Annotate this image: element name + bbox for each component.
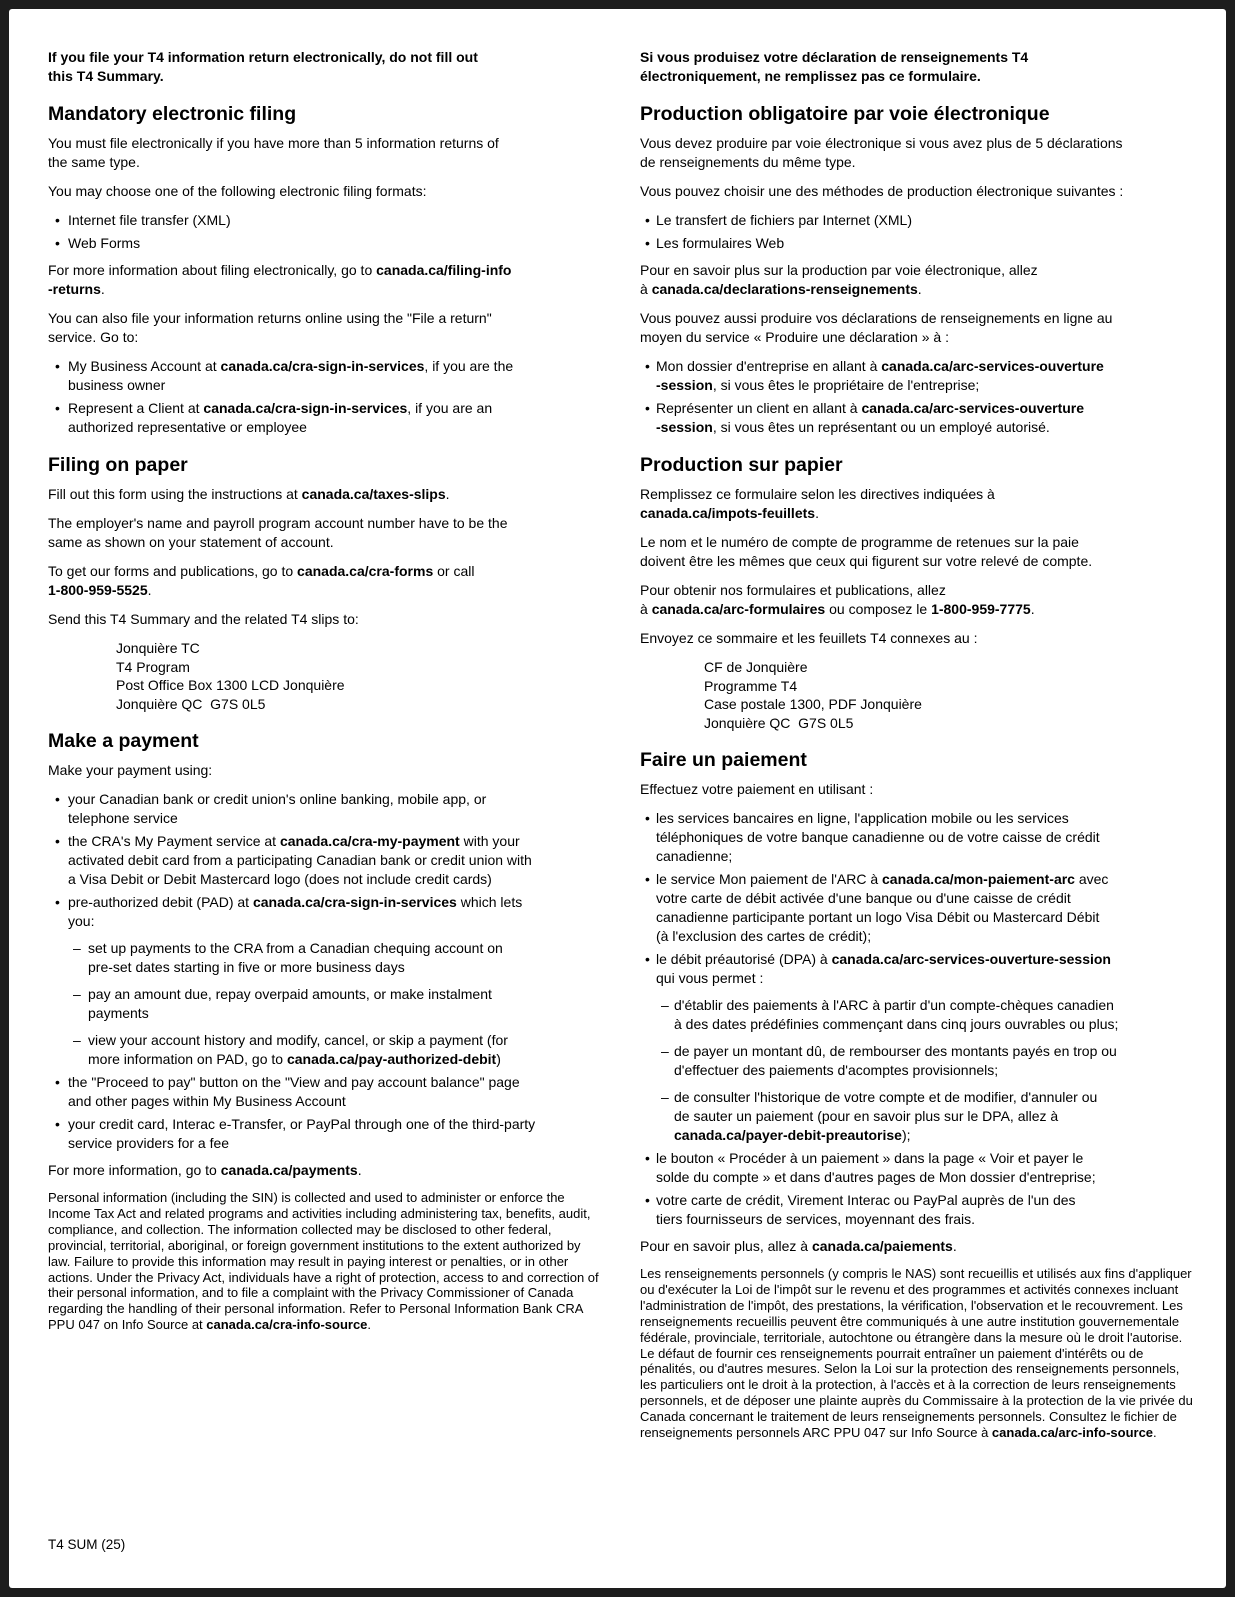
text-run: , if you are the bbox=[424, 358, 514, 374]
bullet-text bbox=[656, 234, 1196, 253]
bullet-item bbox=[48, 399, 600, 437]
bullet-text bbox=[68, 211, 600, 230]
text-run: avec bbox=[1074, 871, 1109, 887]
sub-bullet-text bbox=[88, 985, 600, 1023]
address-line: Post Office Box 1300 LCD Jonquière bbox=[116, 677, 345, 693]
bullet-icon: • bbox=[645, 810, 650, 826]
paragraph bbox=[640, 485, 1196, 523]
emphasis-text: canada.ca/payments bbox=[220, 1162, 358, 1178]
emphasis-text: If you file your T4 information return electronically, do not fill out bbox=[48, 49, 478, 65]
text-run: moyen du service « Produire une déclaration » à : bbox=[640, 329, 949, 345]
text-run: . bbox=[367, 1317, 372, 1333]
bullet-list bbox=[48, 211, 600, 253]
emphasis-text: électroniquement, ne remplissez pas ce formulaire. bbox=[640, 68, 981, 84]
emphasis-text: this T4 Summary. bbox=[48, 68, 164, 84]
text-run: . bbox=[357, 1162, 362, 1178]
emphasis-text: 1-800-959-5525 bbox=[48, 582, 148, 598]
text-run: set up payments to the CRA from a Canadian chequing account on bbox=[88, 940, 503, 956]
bullet-icon: • bbox=[645, 235, 650, 251]
text-run: You must file electronically if you have more than 5 information returns of bbox=[48, 135, 499, 151]
text-run: téléphoniques de votre banque canadienne ou de votre caisse de crédit bbox=[656, 829, 1100, 845]
emphasis-text: -session bbox=[656, 377, 713, 393]
sub-bullet-text bbox=[674, 996, 1196, 1034]
text-run: Send this T4 Summary and the related T4 slips to: bbox=[48, 611, 359, 627]
paragraph bbox=[48, 514, 600, 552]
paragraph bbox=[48, 610, 600, 629]
bullet-list bbox=[640, 357, 1196, 437]
text-run: My Business Account at bbox=[68, 358, 221, 374]
text-run: . bbox=[1153, 1425, 1157, 1441]
text-run: qui vous permet : bbox=[656, 970, 764, 986]
bullet-text bbox=[656, 1191, 1196, 1229]
text-run: For more information about filing electronically, go to bbox=[48, 262, 377, 278]
text-run: ); bbox=[901, 1127, 911, 1143]
text-run: de payer un montant dû, de rembourser des montants payés en trop ou bbox=[674, 1043, 1117, 1059]
paragraph bbox=[640, 134, 1196, 172]
paragraph bbox=[640, 629, 1196, 648]
bullet-text bbox=[68, 234, 600, 253]
text-run: Represent a Client at bbox=[68, 400, 204, 416]
column-french bbox=[640, 48, 1196, 1441]
bullet-icon: • bbox=[645, 358, 650, 374]
bullet-text bbox=[68, 357, 600, 395]
sub-bullet-item bbox=[68, 1031, 600, 1069]
column-english bbox=[48, 48, 600, 1441]
text-run: business owner bbox=[68, 377, 166, 393]
address-line: Jonquière QC G7S 0L5 bbox=[704, 714, 854, 731]
text-run: Le nom et le numéro de compte de programme de retenues sur la paie bbox=[640, 534, 1079, 550]
paragraph bbox=[48, 562, 600, 600]
bullet-item bbox=[48, 832, 600, 889]
bullet-item bbox=[640, 357, 1196, 395]
paragraph bbox=[48, 485, 600, 504]
columns-container bbox=[9, 9, 1226, 1441]
paragraph bbox=[640, 1237, 1196, 1256]
emphasis-text: canada.ca/mon-paiement-arc bbox=[882, 871, 1075, 887]
text-run: Web Forms bbox=[68, 235, 141, 251]
text-run: and other pages within My Business Account bbox=[68, 1093, 346, 1109]
sub-bullet-item bbox=[656, 1088, 1196, 1145]
emphasis-text: -session bbox=[656, 419, 713, 435]
emphasis-text: canada.ca/cra-sign-in-services bbox=[203, 400, 408, 416]
text-run: service. Go to: bbox=[48, 329, 139, 345]
sub-bullet-text bbox=[674, 1088, 1196, 1145]
bullet-item bbox=[48, 1115, 600, 1153]
text-run: pre-set dates starting in five or more business days bbox=[88, 959, 405, 975]
paragraph bbox=[48, 134, 600, 172]
address-line: CF de Jonquière bbox=[704, 659, 808, 675]
mailing-address bbox=[704, 658, 1196, 732]
intro-note bbox=[48, 48, 600, 86]
text-run: Internet file transfer (XML) bbox=[68, 212, 231, 228]
text-run: le bouton « Procéder à un paiement » dans la page « Voir et payer le bbox=[656, 1150, 1084, 1166]
text-run: Vous pouvez choisir une des méthodes de production électronique suivantes : bbox=[640, 183, 1124, 199]
sub-bullet-item bbox=[656, 1042, 1196, 1080]
emphasis-text: canada.ca/pay-authorized-debit bbox=[286, 1051, 497, 1067]
bullet-text bbox=[68, 790, 600, 828]
paragraph bbox=[48, 761, 600, 780]
text-run: . bbox=[952, 1238, 957, 1254]
mailing-address bbox=[116, 639, 600, 713]
bullet-icon: • bbox=[645, 871, 650, 887]
text-run: à bbox=[640, 281, 652, 297]
text-run: authorized representative or employee bbox=[68, 419, 307, 435]
bullet-item bbox=[640, 870, 1196, 946]
address-line: Jonquière QC G7S 0L5 bbox=[116, 695, 266, 712]
bullet-item bbox=[640, 809, 1196, 866]
bullet-text bbox=[68, 832, 600, 889]
text-run: . bbox=[100, 281, 105, 297]
paragraph bbox=[48, 1161, 600, 1180]
text-run: Vous devez produire par voie électronique si vous avez plus de 5 déclarations bbox=[640, 135, 1123, 151]
text-run: which lets bbox=[456, 894, 523, 910]
emphasis-text: canada.ca/cra-forms bbox=[297, 563, 434, 579]
text-run: Les formulaires Web bbox=[656, 235, 785, 251]
text-run: payments bbox=[88, 1005, 149, 1021]
text-run: For more information, go to bbox=[48, 1162, 221, 1178]
dash-icon: – bbox=[661, 1089, 669, 1105]
emphasis-text: canada.ca/paiements bbox=[811, 1238, 953, 1254]
text-run: your Canadian bank or credit union's online banking, mobile app, or bbox=[68, 791, 487, 807]
bullet-icon: • bbox=[55, 235, 60, 251]
bullet-icon: • bbox=[55, 1116, 60, 1132]
text-run: activated debit card from a participating Canadian bank or credit union with bbox=[68, 852, 532, 868]
text-run: les services bancaires en ligne, l'application mobile ou les services bbox=[656, 810, 1069, 826]
bullet-item bbox=[640, 211, 1196, 230]
emphasis-text: canada.ca/filing-info bbox=[376, 262, 512, 278]
paragraph bbox=[48, 309, 600, 347]
bullet-icon: • bbox=[55, 358, 60, 374]
bullet-item bbox=[640, 399, 1196, 437]
text-run: a Visa Debit or Debit Mastercard logo (does not include credit cards) bbox=[68, 871, 492, 887]
text-run: à des dates prédéfinies commençant dans cinq jours ouvrables ou plus; bbox=[674, 1016, 1119, 1032]
bullet-item bbox=[640, 1191, 1196, 1229]
text-run: canadienne; bbox=[656, 848, 733, 864]
text-run: . bbox=[1030, 601, 1035, 617]
text-run: le service Mon paiement de l'ARC à bbox=[656, 871, 882, 887]
text-run: . bbox=[147, 582, 152, 598]
dash-icon: – bbox=[73, 986, 81, 1002]
emphasis-text: Si vous produisez votre déclaration de renseignements T4 bbox=[640, 49, 1029, 65]
text-run: your credit card, Interac e-Transfer, or PayPal through one of the third-party bbox=[68, 1116, 536, 1132]
text-run: the "Proceed to pay" button on the "View and pay account balance" page bbox=[68, 1074, 520, 1090]
text-run: Les renseignements personnels (y compris le NAS) sont recueillis et utilisés aux fins d'appliquer ou d'exécuter la Loi de l'impôt sur le revenu et des programmes et activités connexes incluant l'administration de l'impôt, des prestations, la vérification, l'observation et le recouvrement. Les renseignements recueillis peuvent être communiqués à une autre institution gouvernementale fédérale, provinciale, territoriale, autochtone ou étrangère dans la mesure où le droit l'autorise. Le défaut de fournir ces renseignements pourrait entraîner un paiement d'intérêts ou de pénalités, ou d'autres mesures. Selon la Loi sur la protection des renseignements personnels, les particuliers ont le droit à la protection, à l'accès et à la correction de leurs renseignements personnels, et de déposer une plainte auprès du Commissaire à la protection de la vie privée du Canada concernant le traitement de leurs renseignements personnels. Consultez le fichier de renseignements personnels ARC PPU 047 sur Info Source à bbox=[640, 1266, 1193, 1441]
text-run: Le transfert de fichiers par Internet (XML) bbox=[656, 212, 912, 228]
emphasis-text: 1-800-959-7775 bbox=[931, 601, 1031, 617]
bullet-icon: • bbox=[55, 212, 60, 228]
bullet-item bbox=[48, 211, 600, 230]
text-run: the CRA's My Payment service at bbox=[68, 833, 280, 849]
text-run: solde du compte » et dans d'autres pages de Mon dossier d'entreprise; bbox=[656, 1169, 1096, 1185]
text-run: , if you are an bbox=[407, 400, 493, 416]
text-run: d'établir des paiements à l'ARC à partir d'un compte-chèques canadien bbox=[674, 997, 1114, 1013]
section-heading: Mandatory electronic filing bbox=[48, 103, 297, 125]
emphasis-text: canada.ca/arc-services-ouverture-session bbox=[831, 951, 1111, 967]
text-run: or call bbox=[433, 563, 475, 579]
text-run: telephone service bbox=[68, 810, 178, 826]
sub-bullet-item bbox=[68, 985, 600, 1023]
paragraph bbox=[640, 581, 1196, 619]
bullet-icon: • bbox=[55, 833, 60, 849]
text-run: You may choose one of the following electronic filing formats: bbox=[48, 183, 427, 199]
bullet-text bbox=[656, 950, 1196, 1145]
emphasis-text: -returns bbox=[48, 281, 101, 297]
bullet-icon: • bbox=[55, 1074, 60, 1090]
text-run: you: bbox=[68, 913, 95, 929]
dash-icon: – bbox=[73, 940, 81, 956]
address-line: Programme T4 bbox=[704, 677, 798, 694]
bullet-icon: • bbox=[55, 791, 60, 807]
dash-icon: – bbox=[661, 997, 669, 1013]
sub-bullet-text bbox=[88, 1031, 600, 1069]
privacy-notice bbox=[48, 1190, 600, 1333]
sub-bullet-text bbox=[88, 939, 600, 977]
bullet-item bbox=[640, 1149, 1196, 1187]
address-line: Jonquière TC bbox=[116, 640, 200, 656]
bullet-icon: • bbox=[645, 1150, 650, 1166]
bullet-icon: • bbox=[55, 400, 60, 416]
text-run: votre carte de crédit, Virement Interac ou PayPal auprès de l'un des bbox=[656, 1192, 1076, 1208]
text-run: Représenter un client en allant à bbox=[656, 400, 862, 416]
bullet-item bbox=[640, 234, 1196, 253]
text-run: more information on PAD, go to bbox=[88, 1051, 287, 1067]
bullet-text bbox=[68, 399, 600, 437]
bullet-text bbox=[656, 1149, 1196, 1187]
paragraph bbox=[640, 182, 1196, 201]
bullet-icon: • bbox=[55, 894, 60, 910]
text-run: pay an amount due, repay overpaid amounts, or make instalment bbox=[88, 986, 492, 1002]
bullet-item bbox=[48, 1073, 600, 1111]
sub-bullet-item bbox=[656, 996, 1196, 1034]
sub-bullet-item bbox=[68, 939, 600, 977]
bullet-icon: • bbox=[645, 951, 650, 967]
text-run: canadienne participante portant un logo Visa Débit ou Mastercard Débit bbox=[656, 909, 1100, 925]
bullet-text bbox=[656, 399, 1196, 437]
text-run: (à l'exclusion des cartes de crédit); bbox=[656, 928, 872, 944]
text-run: You can also file your information returns online using the "File a return" bbox=[48, 310, 492, 326]
bullet-list bbox=[640, 211, 1196, 253]
section-heading: Filing on paper bbox=[48, 454, 188, 476]
section-heading: Production obligatoire par voie électronique bbox=[640, 103, 1050, 125]
paragraph bbox=[640, 533, 1196, 571]
section-heading: Faire un paiement bbox=[640, 749, 807, 771]
emphasis-text: canada.ca/cra-my-payment bbox=[279, 833, 460, 849]
emphasis-text: canada.ca/arc-services-ouverture bbox=[861, 400, 1085, 416]
text-run: same as shown on your statement of account. bbox=[48, 534, 334, 550]
bullet-icon: • bbox=[645, 400, 650, 416]
text-run: pre-authorized debit (PAD) at bbox=[68, 894, 253, 910]
text-run: Remplissez ce formulaire selon les directives indiquées à bbox=[640, 486, 995, 502]
text-run: Mon dossier d'entreprise en allant à bbox=[656, 358, 882, 374]
text-run: doivent être les mêmes que ceux qui figurent sur votre relevé de compte. bbox=[640, 553, 1093, 569]
text-run: tiers fournisseurs de services, moyennant des frais. bbox=[656, 1211, 976, 1227]
bullet-text bbox=[656, 809, 1196, 866]
section-heading: Production sur papier bbox=[640, 454, 843, 476]
intro-note bbox=[640, 48, 1196, 86]
text-run: The employer's name and payroll program account number have to be the bbox=[48, 515, 508, 531]
text-run: , si vous êtes le propriétaire de l'entreprise; bbox=[712, 377, 980, 393]
address-line: T4 Program bbox=[116, 658, 190, 675]
bullet-text bbox=[656, 357, 1196, 395]
paragraph bbox=[48, 261, 600, 299]
text-run: votre carte de débit activée d'une banque ou d'une caisse de crédit bbox=[656, 890, 1071, 906]
sub-bullet-text bbox=[674, 1042, 1196, 1080]
text-run: Pour obtenir nos formulaires et publications, allez bbox=[640, 582, 946, 598]
emphasis-text: canada.ca/arc-services-ouverture bbox=[881, 358, 1104, 374]
text-run: Vous pouvez aussi produire vos déclarations de renseignements en ligne au bbox=[640, 310, 1113, 326]
emphasis-text: canada.ca/declarations-renseignements bbox=[651, 281, 918, 297]
text-run: Make your payment using: bbox=[48, 762, 213, 778]
dash-icon: – bbox=[73, 1032, 81, 1048]
text-run: Fill out this form using the instructions at bbox=[48, 486, 302, 502]
document-page bbox=[9, 9, 1226, 1588]
text-run: . bbox=[815, 505, 819, 521]
emphasis-text: canada.ca/taxes-slips bbox=[301, 486, 446, 502]
text-run: de sauter un paiement (pour en savoir plus sur le DPA, allez à bbox=[674, 1108, 1059, 1124]
bullet-list bbox=[48, 790, 600, 1153]
bullet-icon: • bbox=[645, 212, 650, 228]
bullet-text bbox=[656, 870, 1196, 946]
text-run: ) bbox=[496, 1051, 501, 1067]
emphasis-text: canada.ca/arc-formulaires bbox=[651, 601, 826, 617]
text-run: ou composez le bbox=[825, 601, 932, 617]
text-run: To get our forms and publications, go to bbox=[48, 563, 298, 579]
bullet-item bbox=[48, 357, 600, 395]
emphasis-text: canada.ca/cra-sign-in-services bbox=[220, 358, 425, 374]
text-run: view your account history and modify, cancel, or skip a payment (for bbox=[88, 1032, 508, 1048]
emphasis-text: canada.ca/cra-info-source bbox=[206, 1317, 368, 1333]
bullet-item bbox=[48, 790, 600, 828]
bullet-icon: • bbox=[645, 1192, 650, 1208]
address-line: Case postale 1300, PDF Jonquière bbox=[704, 696, 922, 712]
emphasis-text: canada.ca/impots-feuillets bbox=[640, 505, 816, 521]
bullet-text bbox=[656, 211, 1196, 230]
paragraph bbox=[640, 780, 1196, 799]
emphasis-text: canada.ca/arc-info-source bbox=[991, 1425, 1154, 1441]
paragraph bbox=[640, 261, 1196, 299]
paragraph bbox=[48, 182, 600, 201]
text-run: Personal information (including the SIN) is collected and used to administer or enforce the Income Tax Act and related programs and activities including administering tax, benefits, audit, compliance, and collection. The information collected may be disclosed to other federal, provincial, territorial, aboriginal, or foreign government institutions to the extent authorized by law. Failure to provide this information may result in paying interest or penalties, or in other actions. Under the Privacy Act, individuals have a right of protection, access to and correction of their personal information, and to file a complaint with the Privacy Commissioner of Canada regarding the handling of their personal information. Refer to Personal Information Bank CRA PPU 047 on Info Source at bbox=[48, 1190, 599, 1333]
bullet-item bbox=[640, 950, 1196, 1145]
text-run: . bbox=[917, 281, 922, 297]
text-run: à bbox=[640, 601, 652, 617]
dash-icon: – bbox=[661, 1043, 669, 1059]
text-run: le débit préautorisé (DPA) à bbox=[656, 951, 832, 967]
form-code: T4 SUM (25) bbox=[48, 1537, 126, 1552]
paragraph bbox=[640, 309, 1196, 347]
text-run: d'effectuer des paiements d'acomptes provisionnels; bbox=[674, 1062, 999, 1078]
text-run: de renseignements du même type. bbox=[640, 154, 856, 170]
text-run: Envoyez ce sommaire et les feuillets T4 connexes au : bbox=[640, 630, 978, 646]
emphasis-text: canada.ca/cra-sign-in-services bbox=[252, 894, 457, 910]
bullet-text bbox=[68, 1073, 600, 1111]
bullet-item bbox=[48, 893, 600, 1069]
text-run: service providers for a fee bbox=[68, 1135, 230, 1151]
text-run: . bbox=[445, 486, 450, 502]
bullet-text bbox=[68, 893, 600, 1069]
text-run: , si vous êtes un représentant ou un employé autorisé. bbox=[712, 419, 1050, 435]
bullet-item bbox=[48, 234, 600, 253]
section-heading: Make a payment bbox=[48, 730, 199, 752]
text-run: Pour en savoir plus, allez à bbox=[640, 1238, 812, 1254]
bullet-list bbox=[640, 809, 1196, 1229]
bullet-list bbox=[48, 357, 600, 437]
privacy-notice bbox=[640, 1266, 1196, 1441]
text-run: Pour en savoir plus sur la production par voie électronique, allez bbox=[640, 262, 1038, 278]
emphasis-text: canada.ca/payer-debit-preautorise bbox=[674, 1127, 902, 1143]
text-run: with your bbox=[459, 833, 520, 849]
text-run: de consulter l'historique de votre compte et de modifier, d'annuler ou bbox=[674, 1089, 1098, 1105]
bullet-text bbox=[68, 1115, 600, 1153]
text-run: the same type. bbox=[48, 154, 140, 170]
text-run: Effectuez votre paiement en utilisant : bbox=[640, 781, 874, 797]
